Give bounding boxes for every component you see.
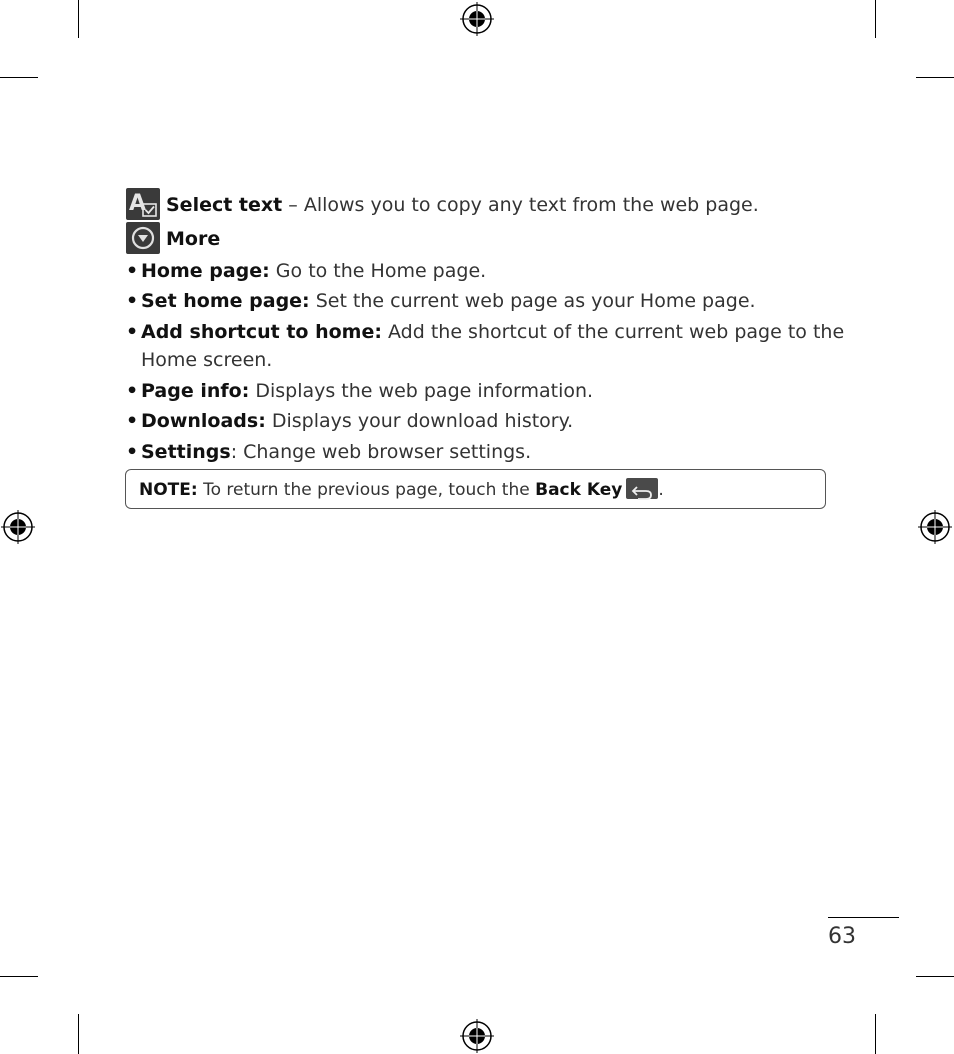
list-item-label: Settings <box>141 441 231 463</box>
crop-mark <box>0 976 38 977</box>
more-label: More <box>166 228 221 250</box>
select-text-icon <box>126 188 160 220</box>
bullet: • <box>126 260 139 282</box>
list-item-label: Downloads: <box>141 410 266 432</box>
note-box <box>125 469 826 509</box>
crop-mark <box>875 1014 876 1054</box>
page-number-rule <box>828 917 899 918</box>
select-text-label: Select text <box>166 194 283 216</box>
list-item <box>126 377 593 405</box>
list-item-label: Set home page: <box>141 290 310 312</box>
crop-mark <box>0 77 38 78</box>
crop-mark <box>916 77 954 78</box>
crop-mark <box>875 0 876 38</box>
bullet: • <box>126 380 139 402</box>
bullet: • <box>126 290 139 312</box>
list-item-description: Displays the web page information. <box>249 380 594 402</box>
more-line <box>166 227 220 251</box>
crop-mark <box>78 1014 79 1054</box>
list-item-description: Displays your download history. <box>265 410 574 432</box>
registration-mark-icon <box>1 510 35 544</box>
list-item <box>126 407 573 435</box>
list-item <box>126 257 486 285</box>
note-label: NOTE: <box>139 480 198 500</box>
back-key-label: Back Key <box>535 480 623 500</box>
svg-text:A: A <box>129 191 147 216</box>
registration-mark-icon <box>460 2 494 36</box>
back-arrow-icon <box>626 478 658 499</box>
crop-mark <box>78 0 79 38</box>
list-item-description: Add the shortcut of the current web page to the <box>381 321 845 343</box>
list-item-label: Page info: <box>141 380 250 402</box>
bullet: • <box>126 321 139 343</box>
registration-mark-icon <box>460 1019 494 1053</box>
more-menu-icon <box>126 222 160 254</box>
list-item <box>126 438 531 466</box>
page-number: 63 <box>828 924 856 949</box>
list-item-description: Set the current web page as your Home page. <box>309 290 756 312</box>
list-item <box>126 287 756 315</box>
list-item-description: Go to the Home page. <box>269 260 487 282</box>
note-end: . <box>658 480 664 500</box>
list-item-description: : Change web browser settings. <box>230 441 532 463</box>
registration-mark-icon <box>918 510 952 544</box>
list-item-continuation: Home screen. <box>141 349 273 371</box>
list-item <box>126 318 844 374</box>
list-item-label: Home page: <box>141 260 270 282</box>
note-text: To return the previous page, touch the <box>197 480 536 500</box>
list-item-label: Add shortcut to home: <box>141 321 382 343</box>
bullet: • <box>126 441 139 463</box>
crop-mark <box>916 976 954 977</box>
select-text-description: – Allows you to copy any text from the web page. <box>282 194 759 216</box>
bullet: • <box>126 410 139 432</box>
select-text-line <box>166 193 759 217</box>
